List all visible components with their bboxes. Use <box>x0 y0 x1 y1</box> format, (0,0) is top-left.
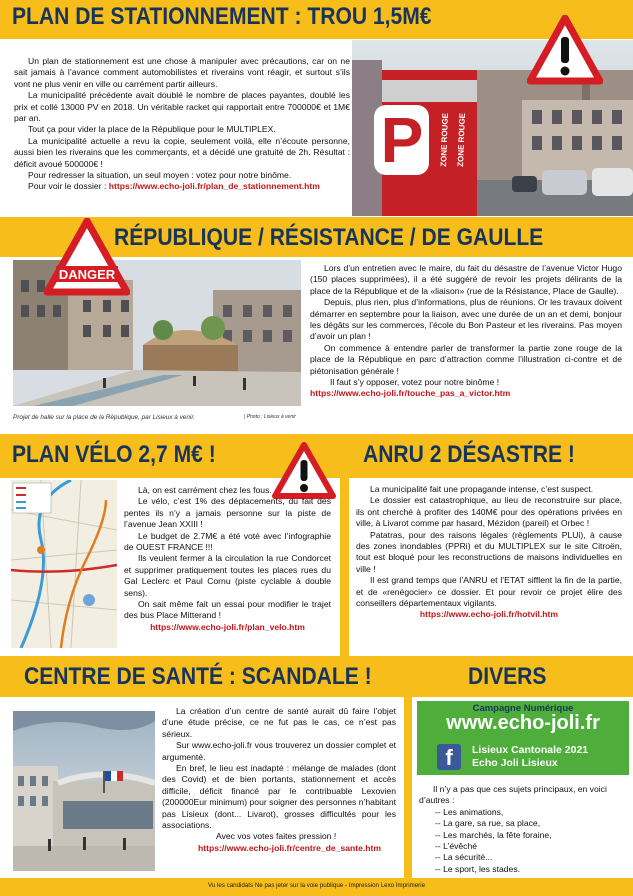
anru-link[interactable]: https://www.echo-joli.fr/hotvil.htm <box>419 609 559 620</box>
footer-note: Vu les candidats Ne pas jeter sur la voie publique - Impression Lexo Imprimerie <box>207 882 426 889</box>
sante-photo <box>13 711 155 871</box>
paragraph: En bref, le lieu est inadapté : mélange de malades (dont des Covid) et de bien portants, stationnement et accès difficile, déficit financé par le contribuable Lexovien (200000Eur minimum) pour soigner des personnes n’habitant pas Lisieux (dont... Livarot), grosses difficultés pour les associations. <box>162 763 396 831</box>
paragraph: La municipalité actuelle a revu la copie, seulement voilà, elle n’écoute personne, aussi bien les riverains que les commerçants, et a décidé une gratuité de 2h. Résultat : déficit avoué 500000€ ! <box>14 135 350 169</box>
link-line <box>356 609 622 620</box>
facebook-glyph: f <box>445 745 453 770</box>
paragraph: Le budget de 2.7M€ a été voté avec l’infographie de OUEST FRANCE !!! <box>124 530 331 553</box>
paragraph: Avec vos votes faites pression ! <box>216 831 337 842</box>
list-item: -- La sécurité... <box>435 852 493 863</box>
divers-list <box>419 807 623 875</box>
sante-link[interactable]: https://www.echo-joli.fr/centre_de_sante.htm <box>198 842 382 853</box>
paragraph: Un plan de stationnement est une chose à manipuler avec précautions, car on ne sait jamais à l’avance comment automobilistes et riverains vont réagir, et surtout s’ils vont ne plus venir en ville ou carrément partir ailleurs. <box>14 56 350 89</box>
paragraph: La municipalité fait une propagande intense, c’est suspect. <box>370 484 594 494</box>
paragraph: La municipalité précédente avait doublé le nombre de places payantes, doublé les prix et collé 13000 PV en 2018. Un véritable racket qui rapportait entre 700000€ et 1M€ par an. <box>14 90 350 124</box>
campaign-site[interactable]: www.echo-joli.fr <box>446 712 600 734</box>
paragraph: Sur www.echo-joli.fr vous trouverez un dossier complet et argumenté. <box>162 740 396 762</box>
paragraph: Pour redresser la situation, un seul moyen : votez pour notre binôme. <box>28 170 292 181</box>
paragraph: La création d’un centre de santé aurait dû faire l’objet d’une étude précise, ce ne fut pas le cas, ce n’est pas sérieux. <box>162 706 396 739</box>
danger-label: DANGER <box>58 267 116 282</box>
link-line <box>310 388 622 399</box>
paragraph: Ils veulent fermer à la circulation la rue Condorcet et supprimer pratiquement toutes les places rues du Gal Leclerc et Paul Cornu (piste cyclable à double sens). <box>124 553 331 598</box>
list-item: -- L’évêché <box>435 841 478 852</box>
parking-letter: P <box>380 104 424 176</box>
warning-icon <box>527 15 603 85</box>
zone-rouge-sign: ZONE ROUGE <box>456 112 467 167</box>
dossier-line <box>14 181 350 192</box>
paragraph: Le dossier est catastrophique, au lieu de reconstruire sur place, ils ont cherché à profiter des 140M€ pour des opérations privées en ville, à Livarot comme par hasard, Mézidon (pareil) et Orbec ! <box>356 495 622 529</box>
paragraph: On sait même fait un essai pour modifier le trajet des bus Place Mitterand ! <box>124 599 331 621</box>
victor-link[interactable]: https://www.echo-joli.fr/touche_pas_a_victor.htm <box>310 388 511 399</box>
divers-text <box>419 784 623 875</box>
zone-rouge-sign: ZONE ROUGE <box>439 112 450 167</box>
section-title-anru: ANRU 2 DÉSASTRE ! <box>363 441 575 468</box>
danger-warning-icon <box>44 218 130 296</box>
paragraph: Le vélo, c’est 1% des déplacements, du fait des pentes ils n’y a jamais personne sur la piste de l’avenue Jean XXIII ! <box>124 496 331 530</box>
divers-intro: Il n’y a pas que ces sujets principaux, en voici d’autres : <box>419 784 607 806</box>
section-title-sante: CENTRE DE SANTÉ : SCANDALE ! <box>24 663 372 690</box>
list-item: -- Le sport, les stades. <box>435 863 521 874</box>
paragraph: Patatras, pour des raisons légales (règlements PLUi), à cause des zones inondables (PPRi) et du MULTIPLEX sur le site Citroën, tout est bloqué pour les reconstructions de maisons individuelles en ville ! <box>356 529 622 574</box>
anru-text <box>356 484 622 621</box>
velo-link[interactable]: https://www.echo-joli.fr/plan_velo.htm <box>150 621 305 632</box>
stationnement-text <box>14 56 350 193</box>
halle-caption: Projet de halle sur la place de la République, par Lisieux à venir. <box>13 414 196 421</box>
section-title-velo: PLAN VÉLO 2,7 M€ ! <box>12 441 216 468</box>
paragraph: Lors d’un entretien avec le maire, du fait du désastre de l’avenue Victor Hugo (150 places supprimées), il a été suggéré de revoir les projets délirants de la place de la République et de la «liaison» (rue de la Résistance, Place de Gaulle). <box>310 263 622 296</box>
link-line <box>162 843 396 854</box>
facebook-line-1: Lisieux Cantonale 2021 <box>472 744 589 756</box>
list-item: -- La gare, sa rue, sa place, <box>435 818 541 829</box>
link-line <box>124 622 331 633</box>
paragraph: On commence à entendre parler de transformer la partie zone rouge de la place de la République en parc d’attraction comme l’illustration ci-contre et de piétonisation générale ! <box>310 342 622 376</box>
list-item: -- Les animations, <box>435 806 504 817</box>
paragraph: Tout ça pour vider la place de la République pour le MULTIPLEX. <box>28 124 276 135</box>
paragraph: Il faut s’y opposer, votez pour notre binôme ! <box>330 377 500 388</box>
section-title-stationnement: PLAN DE STATIONNEMENT : TROU 1,5M€ <box>12 3 432 30</box>
photo-credit: | Photo : Lisieux à venir <box>244 414 296 420</box>
list-item: -- Les marchés, la fête foraine, <box>435 829 552 840</box>
paragraph: Là, on est carrément chez les fous. <box>138 485 272 495</box>
sante-text <box>162 706 396 854</box>
facebook-icon[interactable] <box>437 744 461 770</box>
link-prefix: Pour voir le dossier : <box>28 181 109 192</box>
republique-text <box>310 263 622 400</box>
facebook-line-2: Echo Joli Lisieux <box>472 757 558 769</box>
velo-map <box>11 480 117 648</box>
velo-text <box>124 485 331 633</box>
section-title-divers: DIVERS <box>468 663 547 690</box>
paragraph: Depuis, plus rien, plus d’informations, plus de réunions. Or les travaux doivent démarrer en septembre pour la liaison, avec une durée de un an et demi, bonjour les dégâts sur les commerces, l’école du Bon Pasteur et les riverains. Pas moyen d’avoir un plan ! <box>310 297 622 342</box>
stationnement-link[interactable]: https://www.echo-joli.fr/plan_de_stationnement.htm <box>108 181 320 192</box>
paragraph: Il est grand temps que l’ANRU et l’ETAT sifflent la fin de la partie, et de «renégocier» ce dossier. Et pour revoir ce projet élire des conseillers départementaux vigilants. <box>356 575 622 609</box>
campaign-label: Campagne Numérique <box>472 703 574 714</box>
section-title-republique: RÉPUBLIQUE / RÉSISTANCE / DE GAULLE <box>114 224 544 251</box>
